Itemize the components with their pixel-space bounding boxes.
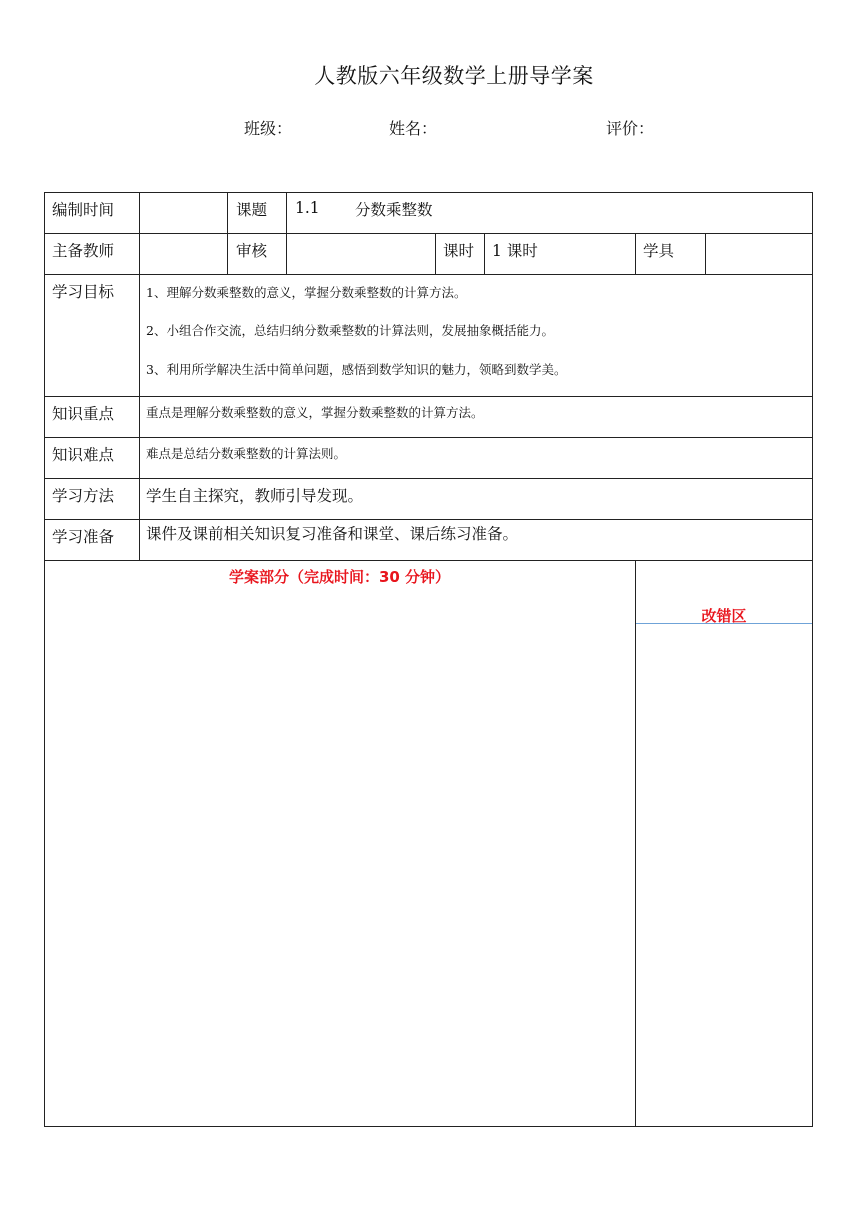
preparation-text: 课件及课前相关知识复习准备和课堂、课后练习准备。 [146,525,519,543]
label-learning-goals: 学习目标 [52,283,115,301]
label-compile-time: 编制时间 [52,201,115,219]
period-value: 1 课时 [492,242,538,260]
learning-method-text: 学生自主探究，教师引导发现。 [146,487,364,505]
label-tools: 学具 [643,242,675,260]
label-lead-teacher: 主备教师 [52,242,115,260]
difficulties-text: 难点是总结分数乘整数的计算法则。 [146,446,347,461]
eval-label: 评价： [606,119,655,138]
page-title: 人教版六年级数学上册导学案 [314,64,594,88]
label-review: 审核 [236,242,268,260]
study-section-heading: 学案部分（完成时间：30 分钟） [228,568,451,586]
class-label: 班级： [244,119,293,138]
goal-item: 1、理解分数乘整数的意义，掌握分数乘整数的计算方法。 [146,285,467,300]
name-label: 姓名： [389,119,438,138]
label-preparation: 学习准备 [52,528,115,546]
correction-answer-area[interactable] [636,625,812,1125]
correction-area-heading: 改错区 [701,607,747,625]
label-key-points: 知识重点 [52,405,115,423]
study-answer-area[interactable] [45,594,634,1125]
topic-value: 分数乘整数 [355,201,433,219]
topic-number: 1.1 [295,199,320,217]
key-points-text: 重点是理解分数乘整数的意义，掌握分数乘整数的计算方法。 [146,405,484,420]
label-topic: 课题 [236,201,268,219]
label-period: 课时 [443,242,475,260]
goal-item: 3、利用所学解决生活中简单问题，感悟到数学知识的魅力，领略到数学美。 [146,362,567,377]
label-difficulties: 知识难点 [52,446,115,464]
goal-item: 2、小组合作交流，总结归纳分数乘整数的计算法则，发展抽象概括能力。 [146,323,554,338]
label-learning-method: 学习方法 [52,487,115,505]
